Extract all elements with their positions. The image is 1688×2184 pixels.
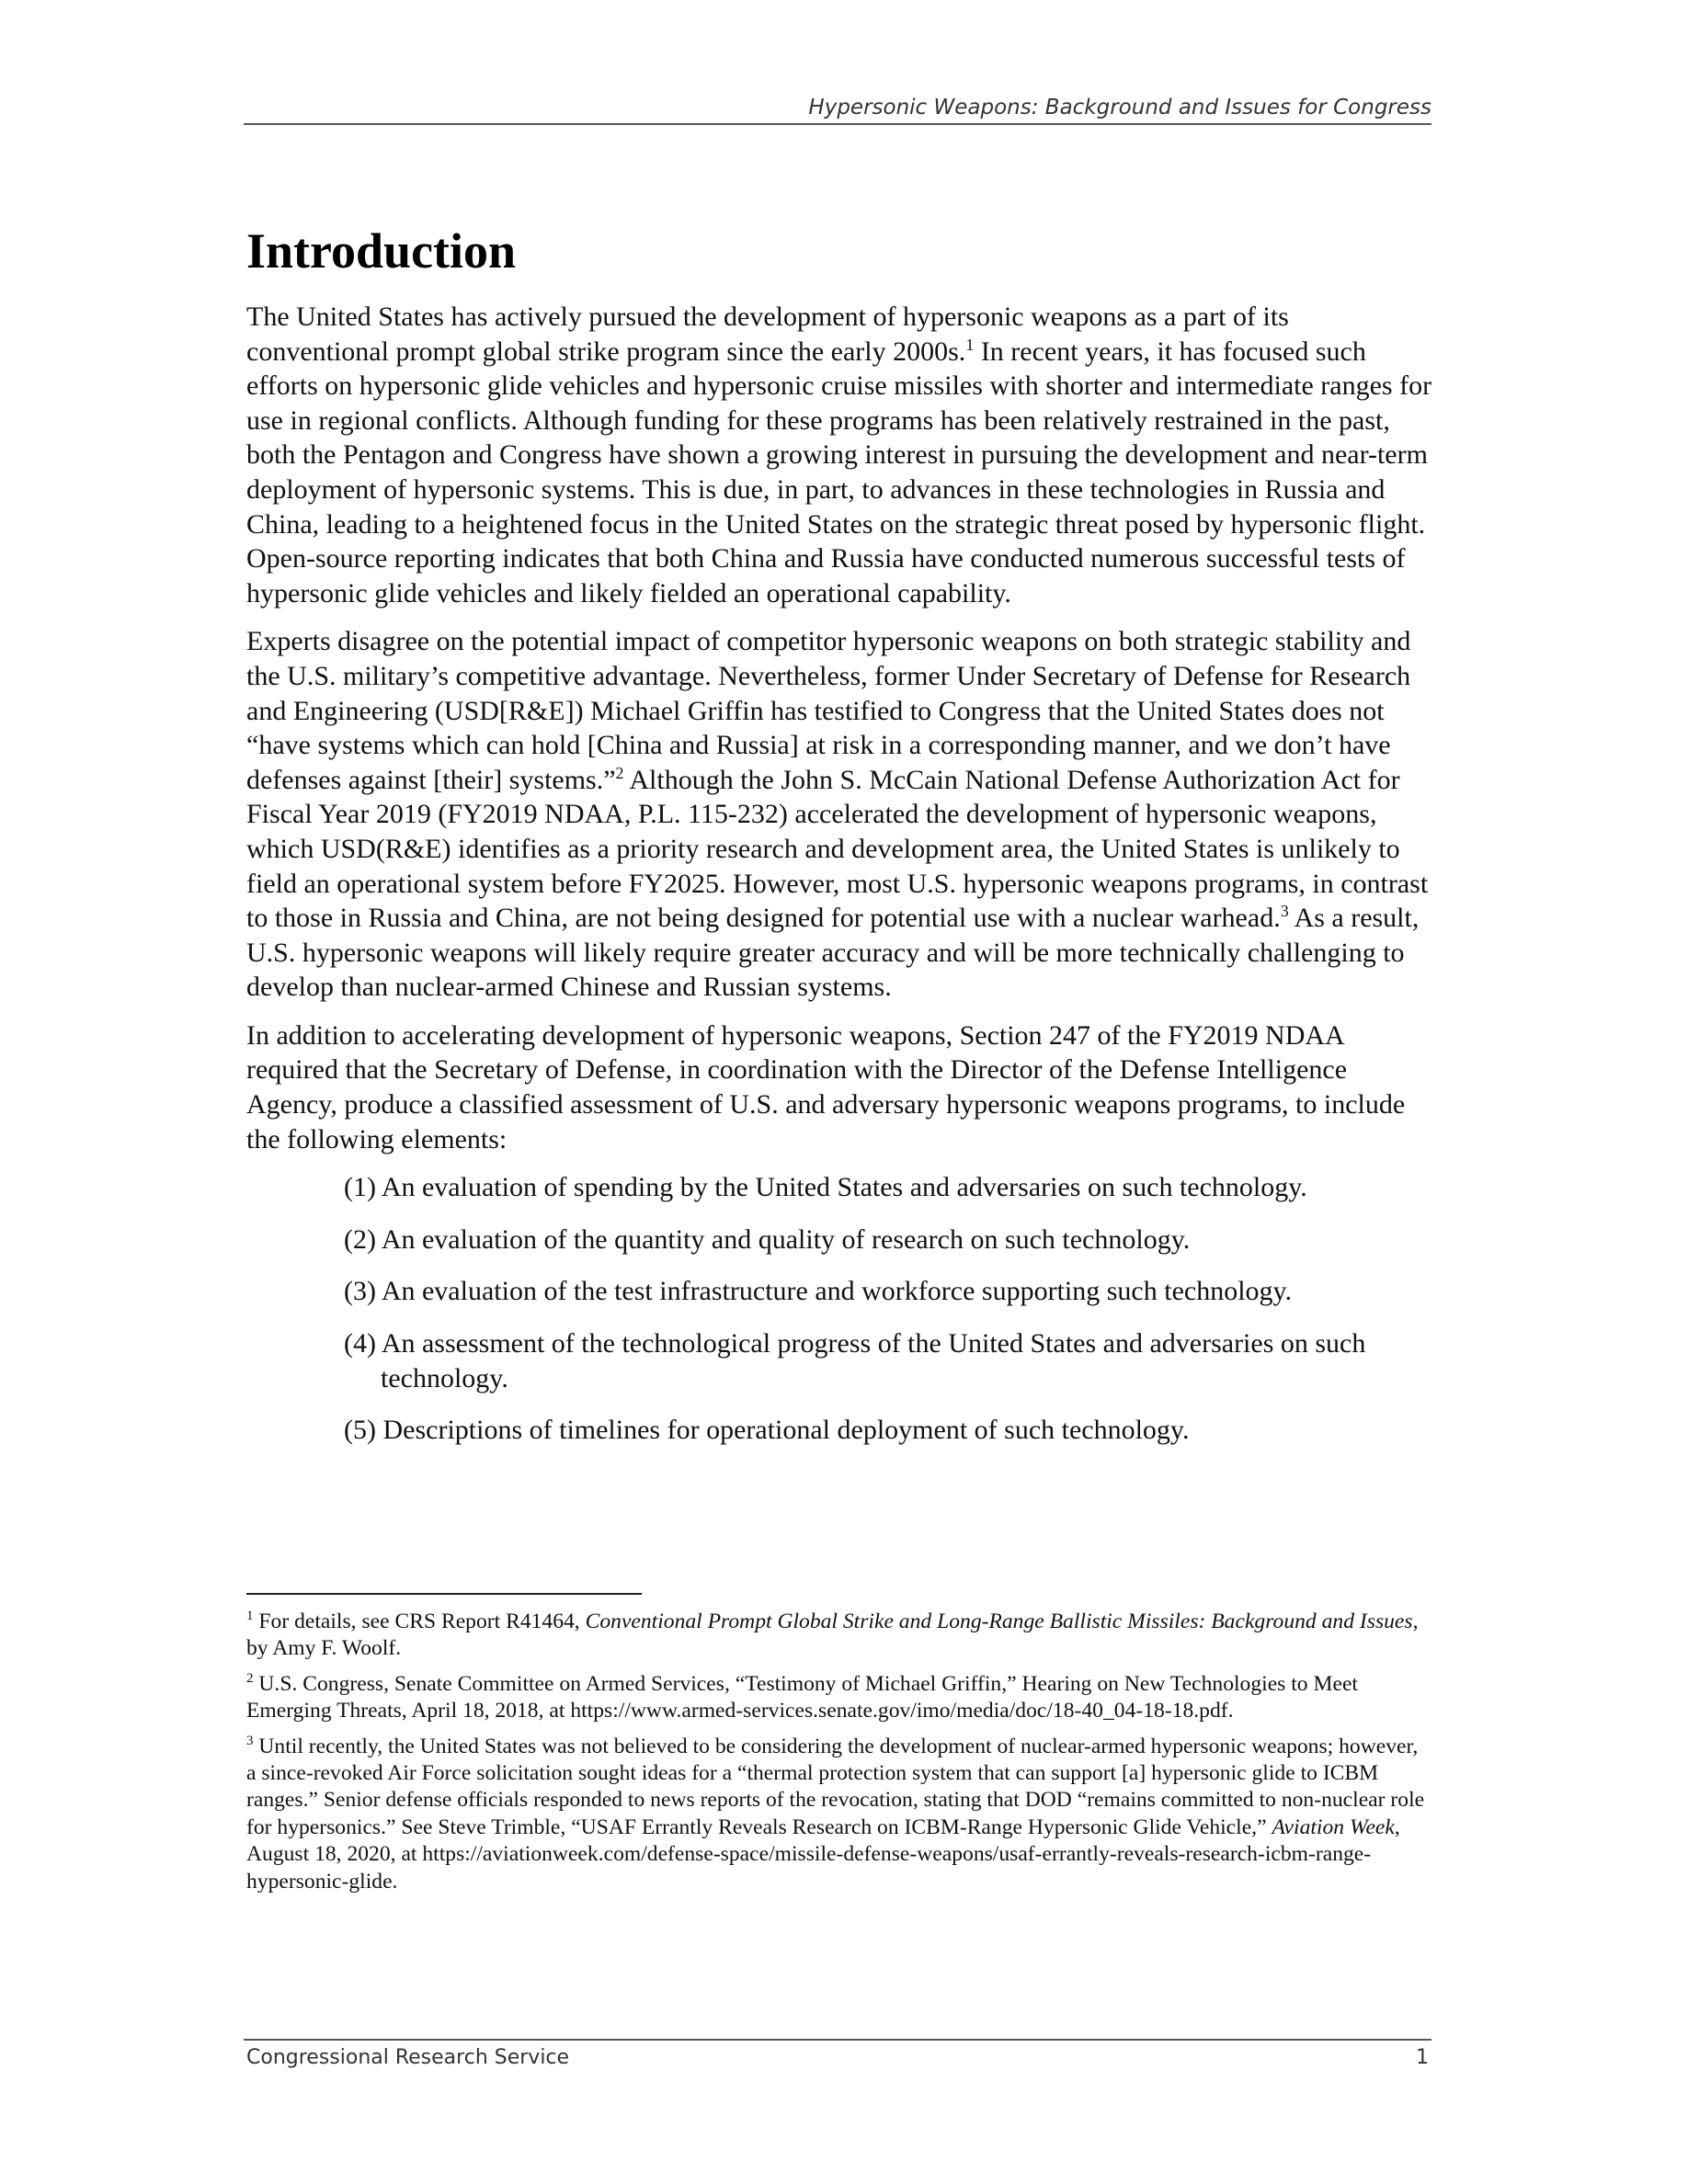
paragraph-text: Although the John S. McCain National Defense Authorization Act for Fiscal Year 2019 (FY2019 NDAA, P.L. 115-232) accelerated the development of hypersonic weapons, which USD(R&E) identifies as a priority research and development area, the United States is unlikely to field an operational system before FY2025. However, most U.S. hypersonic weapons programs, in contrast to those in Russia and China, are not being designed for potential use with a nuclear warhead.	[246, 764, 1429, 934]
footnotes	[246, 1609, 1432, 1904]
running-header: Hypersonic Weapons: Background and Issues for Congress	[244, 96, 1431, 125]
paragraph-text: In addition to accelerating development of hypersonic weapons, Section 247 of the FY2019 NDAA required that the Secretary of Defense, in coordination with the Director of the Defense Intelligence Agency, produce a classified assessment of U.S. and adversary hypersonic weapons programs, to include the following elements:	[246, 1019, 1406, 1155]
footnote-2	[246, 1671, 1432, 1725]
footer-divider	[244, 2039, 1431, 2041]
footnote-1	[246, 1609, 1432, 1663]
footnote-ref-3[interactable]: 3	[1280, 902, 1289, 921]
footnote-italic-title: Aviation Week	[1272, 1814, 1395, 1839]
paragraph-text: The United States has actively pursued the development of hypersonic weapons as a part of its conventional prompt global strike program since the early 2000s.	[246, 301, 1289, 367]
paragraph-text: In recent years, it has focused such efforts on hypersonic glide vehicles and hypersonic cruise missiles with shorter and intermediate ranges for use in regional conflicts. Although funding for these programs has been relatively restrained in the past, both the Pentagon and Congress have shown a growing interest in pursuing the development and near-term deployment of hypersonic systems. This is due, in part, to advances in these technologies in Russia and China, leading to a heightened focus in the United States on the strategic threat posed by hypersonic flight. Open-source reporting indicates that both China and Russia have conducted numerous successful tests of hypersonic glide vehicles and likely fielded an operational capability.	[246, 336, 1432, 609]
footnote-number: 1	[246, 1609, 254, 1624]
footnote-3	[246, 1734, 1432, 1895]
paragraph-1	[246, 300, 1432, 610]
footer-publisher: Congressional Research Service	[246, 2046, 570, 2069]
paragraph-3	[246, 1018, 1432, 1156]
footnote-text: , by Amy F. Woolf.	[246, 1610, 1419, 1661]
footnote-number: 3	[246, 1733, 254, 1748]
list-item: (2) An evaluation of the quantity and quality of research on such technology.	[344, 1223, 1191, 1255]
list-item: (4) An assessment of the technological progress of the United States and adversaries on such technology.	[344, 1328, 1366, 1393]
footnote-text: Until recently, the United States was not believed to be considering the development of nuclear-armed hypersonic weapons; however, a since-revoked Air Force solicitation sought ideas for a “thermal protection system that can support [a] hypersonic glide to ICBM ranges.” Senior defense officials responded to news reports of the revocation, stating that DOD “remains committed to non-nuclear role for hypersonics.” See Steve Trimble, “USAF Errantly Reveals Research on ICBM-Range Hypersonic Glide Vehicle,”	[246, 1734, 1425, 1839]
footnote-divider	[246, 1593, 642, 1595]
paragraph-text: As a result, U.S. hypersonic weapons will likely require greater accuracy and will be more technically challenging to develop than nuclear-armed Chinese and Russian systems.	[246, 903, 1420, 1003]
main-content	[246, 219, 1432, 1465]
paragraph-2	[246, 624, 1432, 1005]
footnote-text: For details, see CRS Report R41464,	[253, 1610, 586, 1633]
page-number: 1	[1416, 2046, 1429, 2069]
footnote-ref-2[interactable]: 2	[615, 763, 624, 782]
list-item: (3) An evaluation of the test infrastructure and workforce supporting such technology.	[344, 1276, 1293, 1307]
section-title: Introduction	[246, 223, 517, 279]
footnote-ref-1[interactable]: 1	[965, 335, 975, 354]
page-footer	[246, 2046, 1429, 2069]
footnote-text: , August 18, 2020, at https://aviationweek.com/defense-space/missile-defense-weapons/usaf-errantly-reveals-research-icbm-range-hypersonic-glide.	[246, 1814, 1400, 1894]
paragraph-text: Experts disagree on the potential impact of competitor hypersonic weapons on both strategic stability and the U.S. military’s competitive advantage. Nevertheless, former Under Secretary of Defense for Research and Engineering (USD[R&E]) Michael Griffin has testified to Congress that the United States does not “have systems which can hold [China and Russia] at risk in a corresponding manner, and we don’t have defenses against [their] systems.”	[246, 626, 1411, 795]
footnote-text: U.S. Congress, Senate Committee on Armed Services, “Testimony of Michael Griffin,” Hearing on New Technologies to Meet Emerging Threats, April 18, 2018, at https://www.armed-services.senate.gov/imo/media/doc/18-40_04-18-18.pdf.	[246, 1671, 1358, 1723]
list-item: (5) Descriptions of timelines for operational deployment of such technology.	[344, 1415, 1190, 1446]
assessment-elements-list	[246, 1170, 1432, 1448]
list-item: (1) An evaluation of spending by the United States and adversaries on such technology.	[344, 1172, 1307, 1203]
footnote-number: 2	[246, 1670, 254, 1686]
footnote-italic-title: Conventional Prompt Global Strike and Long-Range Ballistic Missiles: Background and Issues	[585, 1610, 1413, 1633]
